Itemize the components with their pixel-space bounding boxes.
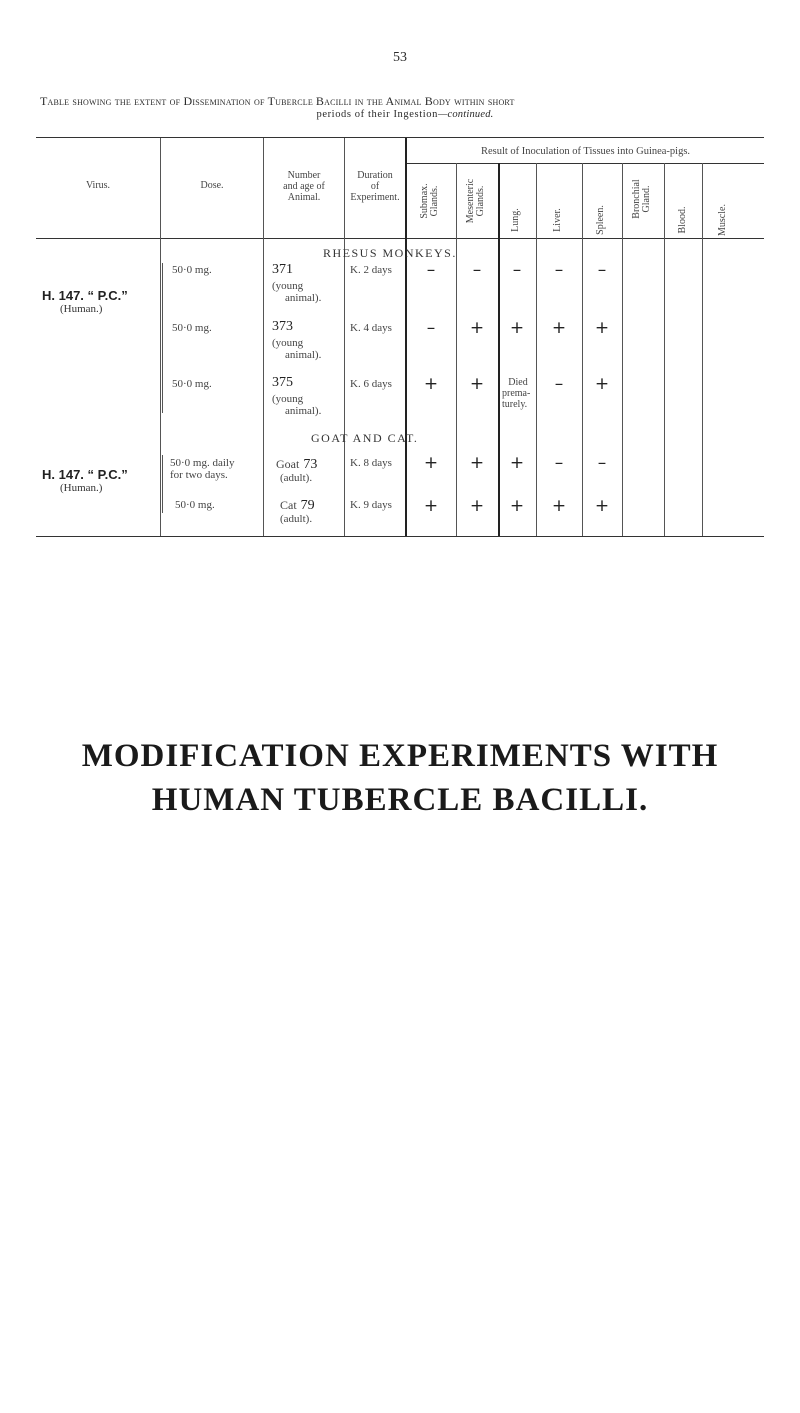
table-caption: [40, 95, 770, 109]
caption-prefix: Table showing: [40, 94, 112, 108]
animal-desc-line1: (adult).: [280, 513, 313, 525]
caption-periods: periods of their: [316, 109, 394, 120]
col-line-virus: [160, 138, 161, 536]
table-top-rule: [36, 137, 764, 138]
result-spleen: +: [594, 318, 610, 338]
section-heading-line2: HUMAN TUBERCLE BACILLI.: [151, 782, 649, 818]
result-spleen: +: [594, 496, 610, 516]
dose-line1: 50·0 mg. daily: [170, 457, 235, 469]
header-bronchial: [632, 169, 654, 229]
header-mesenteric-line2: Glands.: [475, 185, 486, 217]
result-submax: +: [423, 496, 439, 516]
header-muscle: Muscle.: [717, 204, 728, 236]
result-liver: –: [554, 260, 564, 280]
header-mesenteric-line1: Mesenteric: [465, 178, 476, 224]
header-duration: [345, 170, 405, 203]
col-line-spleen: [622, 163, 623, 536]
table-caption-line2: [40, 109, 770, 120]
caption-middle: the extent of: [111, 94, 184, 108]
dose-brace-1: [162, 263, 168, 413]
animal-number: 371: [272, 262, 293, 277]
result-spleen: –: [597, 260, 607, 280]
animal-label: Goat: [276, 457, 300, 471]
duration-cell: K. 2 days: [350, 264, 392, 276]
header-number-age-line2: and age of: [283, 181, 325, 192]
dose-cell: [170, 457, 234, 481]
header-bronchial-line1: Bronchial: [631, 179, 642, 219]
dose-cell: 50·0 mg.: [172, 264, 212, 276]
col-line-bronchial: [664, 163, 665, 536]
header-bronchial-line2: Gland.: [641, 185, 652, 213]
result-lung: –: [512, 260, 522, 280]
virus-sub-label-2: (Human.): [60, 482, 103, 494]
result-liver: –: [554, 453, 564, 473]
header-duration-line1: Duration: [357, 170, 393, 181]
result-liver: +: [551, 318, 567, 338]
header-result-group: Result of Inoculation of Tissues into Guinea-pigs.: [480, 146, 691, 157]
result-mesenteric: +: [469, 318, 485, 338]
header-lung: Lung.: [510, 208, 521, 232]
animal-desc-line1: (young: [272, 393, 304, 405]
animal-number: 79: [300, 498, 315, 513]
result-lung: +: [509, 453, 525, 473]
duration-cell: K. 4 days: [350, 322, 392, 334]
result-submax: +: [423, 453, 439, 473]
col-line-mesenteric: [498, 163, 500, 536]
header-submax-line1: Submax.: [419, 183, 430, 219]
virus-sub-label-1: (Human.): [60, 303, 103, 315]
result-liver: +: [551, 496, 567, 516]
result-liver: –: [554, 374, 564, 394]
died-line2: prema-: [502, 388, 531, 399]
caption-within-short: within short: [450, 94, 515, 108]
caption-ingestion: Ingestion: [393, 109, 438, 120]
duration-cell: K. 6 days: [350, 378, 392, 390]
result-lung: +: [509, 496, 525, 516]
col-line-lung: [536, 163, 537, 536]
header-blood: Blood.: [677, 206, 688, 234]
header-duration-line2: of: [370, 181, 380, 192]
caption-dissemination: Dissemination: [183, 94, 251, 108]
result-lung: +: [509, 318, 525, 338]
animal-desc-line2: animal).: [285, 349, 322, 361]
dose-cell: 50·0 mg.: [172, 378, 212, 390]
result-submax: +: [423, 374, 439, 394]
result-mesenteric: –: [472, 260, 482, 280]
result-spleen: +: [594, 374, 610, 394]
dose-cell: 50·0 mg.: [175, 499, 215, 511]
dose-brace-2: [162, 455, 168, 513]
header-submax-line2: Glands.: [429, 185, 440, 217]
caption-bacilli: Bacilli: [315, 94, 352, 108]
caption-animal-body: Animal Body: [385, 94, 451, 108]
caption-of: of: [250, 94, 268, 108]
table-header-rule: [36, 238, 764, 239]
header-mesenteric: [466, 171, 488, 231]
header-liver: Liver.: [552, 208, 563, 232]
header-spleen: Spleen.: [595, 205, 606, 235]
caption-tubercle: Tubercle: [267, 94, 313, 108]
animal-desc-line1: (adult).: [280, 472, 313, 484]
section-title-rhesus: RHESUS MONKEYS.: [323, 246, 457, 260]
result-group-rule: [406, 163, 764, 164]
animal-desc-line1: (young: [272, 280, 304, 292]
animal-number: 375: [272, 375, 293, 390]
dose-line2: for two days.: [170, 469, 228, 481]
result-submax: –: [426, 260, 436, 280]
col-line-submax: [456, 163, 457, 536]
animal-desc-line2: animal).: [285, 292, 322, 304]
animal-desc-line2: animal).: [285, 405, 322, 417]
duration-cell: K. 9 days: [350, 499, 392, 511]
header-dose: Dose.: [200, 180, 224, 191]
animal-cell: [276, 455, 317, 473]
animal-number: 373: [272, 319, 293, 334]
result-lung-died: [502, 377, 534, 410]
table-bottom-rule: [36, 536, 764, 537]
caption-in-the: in the: [351, 94, 386, 108]
virus-label-2: H. 147. “ P.C.”: [42, 467, 128, 482]
animal-desc-line1: (young: [272, 337, 304, 349]
col-line-duration: [405, 138, 407, 536]
animal-number: 73: [303, 457, 318, 472]
col-line-blood: [702, 163, 703, 536]
virus-label-1: H. 147. “ P.C.”: [42, 288, 128, 303]
header-submax: [420, 171, 442, 231]
duration-cell: K. 8 days: [350, 457, 392, 469]
result-submax: –: [426, 318, 436, 338]
result-mesenteric: +: [469, 453, 485, 473]
header-virus: Virus.: [85, 180, 111, 191]
col-line-liver: [582, 163, 583, 536]
animal-cell: [280, 496, 315, 514]
header-duration-line3: Experiment.: [350, 192, 400, 203]
header-number-age-line3: Animal.: [287, 192, 321, 203]
died-line1: Died: [508, 377, 528, 388]
header-number-age: [264, 170, 344, 203]
died-line3: turely.: [502, 399, 528, 410]
result-spleen: –: [597, 453, 607, 473]
animal-label: Cat: [280, 498, 297, 512]
page-number: 53: [393, 50, 407, 65]
section-heading-line1: MODIFICATION EXPERIMENTS WITH: [81, 738, 719, 774]
caption-continued: —continued.: [437, 109, 494, 120]
header-number-age-line1: Number: [287, 170, 321, 181]
dose-cell: 50·0 mg.: [172, 322, 212, 334]
result-mesenteric: +: [469, 374, 485, 394]
section-title-goat-cat: GOAT AND CAT.: [311, 431, 419, 445]
result-mesenteric: +: [469, 496, 485, 516]
